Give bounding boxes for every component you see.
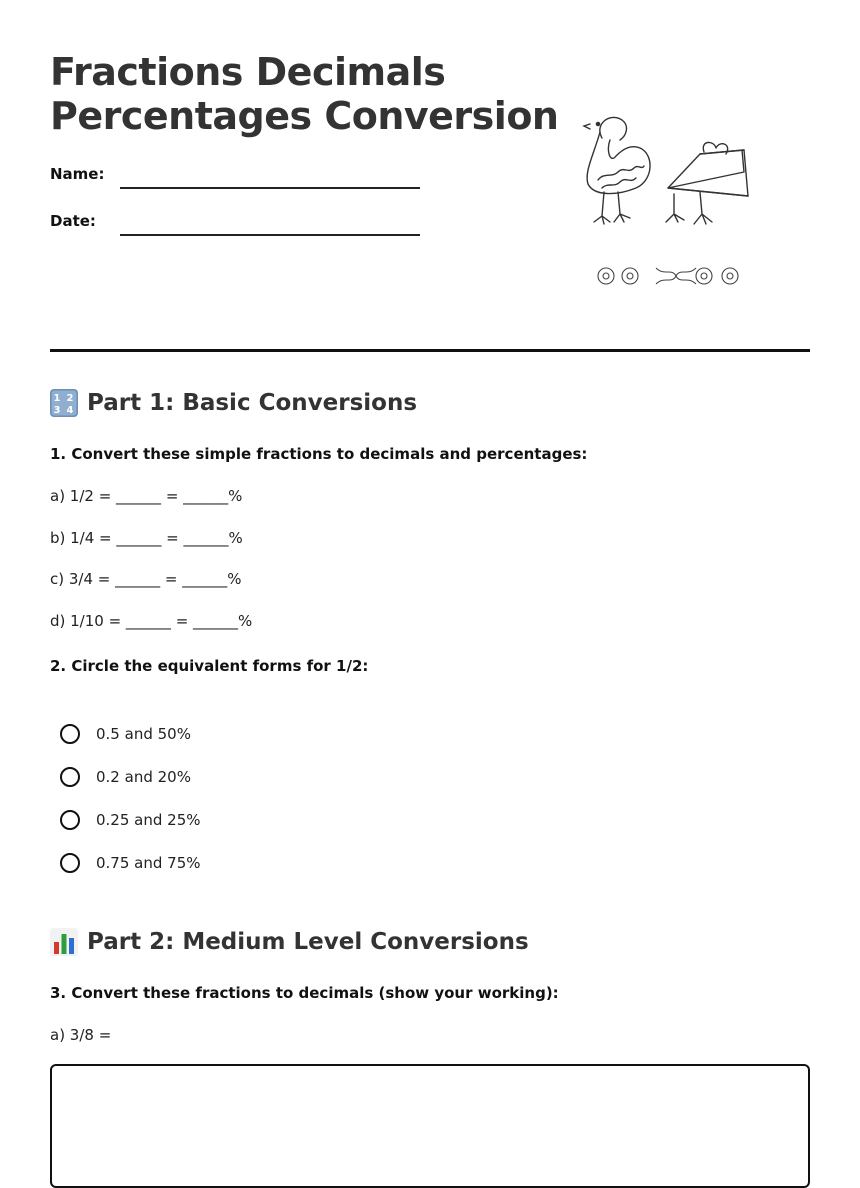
title-line-1: Fractions Decimals (50, 50, 446, 94)
option-4-label: 0.75 and 75% (96, 854, 201, 872)
question-1-item-d: d) 1/10 = ______ = ______% (50, 612, 253, 630)
part2-heading-text: Part 2: Medium Level Conversions (87, 929, 529, 955)
option-1[interactable] (60, 724, 191, 744)
question-3-item-a: a) 3/8 = (50, 1026, 112, 1044)
date-label: Date: (50, 212, 96, 230)
worksheet-title (50, 50, 558, 138)
pie-slice-icon (666, 142, 748, 224)
name-field[interactable] (120, 187, 420, 189)
option-2[interactable] (60, 767, 191, 787)
working-answer-box[interactable] (50, 1064, 810, 1188)
header-divider (50, 349, 810, 352)
option-1-circle[interactable] (60, 724, 80, 744)
part1-heading (50, 389, 417, 417)
option-4[interactable] (60, 853, 201, 873)
svg-text:4: 4 (66, 405, 74, 416)
bar-chart-icon (50, 928, 78, 956)
question-1-prompt: 1. Convert these simple fractions to decimals and percentages: (50, 445, 588, 463)
option-2-label: 0.2 and 20% (96, 768, 191, 786)
question-2-prompt: 2. Circle the equivalent forms for 1/2: (50, 657, 369, 675)
question-1-item-c: c) 3/4 = ______ = ______% (50, 570, 242, 588)
option-3[interactable] (60, 810, 201, 830)
option-2-circle[interactable] (60, 767, 80, 787)
option-4-circle[interactable] (60, 853, 80, 873)
part1-heading-text: Part 1: Basic Conversions (87, 390, 418, 416)
floral-ornament-icon (598, 268, 738, 284)
part2-heading (50, 928, 529, 956)
question-3-prompt: 3. Convert these fractions to decimals (show your working): (50, 984, 559, 1002)
option-3-label: 0.25 and 25% (96, 811, 201, 829)
name-label: Name: (50, 165, 105, 183)
option-1-label: 0.5 and 50% (96, 725, 191, 743)
turkey-pie-illustration (576, 110, 760, 290)
option-3-circle[interactable] (60, 810, 80, 830)
turkey-icon (584, 117, 650, 224)
svg-text:3: 3 (53, 405, 61, 416)
title-line-2: Percentages Conversion (50, 94, 559, 138)
date-field[interactable] (120, 234, 420, 236)
question-1-item-b: b) 1/4 = ______ = ______% (50, 529, 243, 547)
svg-text:2: 2 (66, 393, 74, 404)
numbers-icon (50, 389, 78, 417)
svg-text:1: 1 (53, 393, 61, 404)
question-1-item-a: a) 1/2 = ______ = ______% (50, 487, 243, 505)
